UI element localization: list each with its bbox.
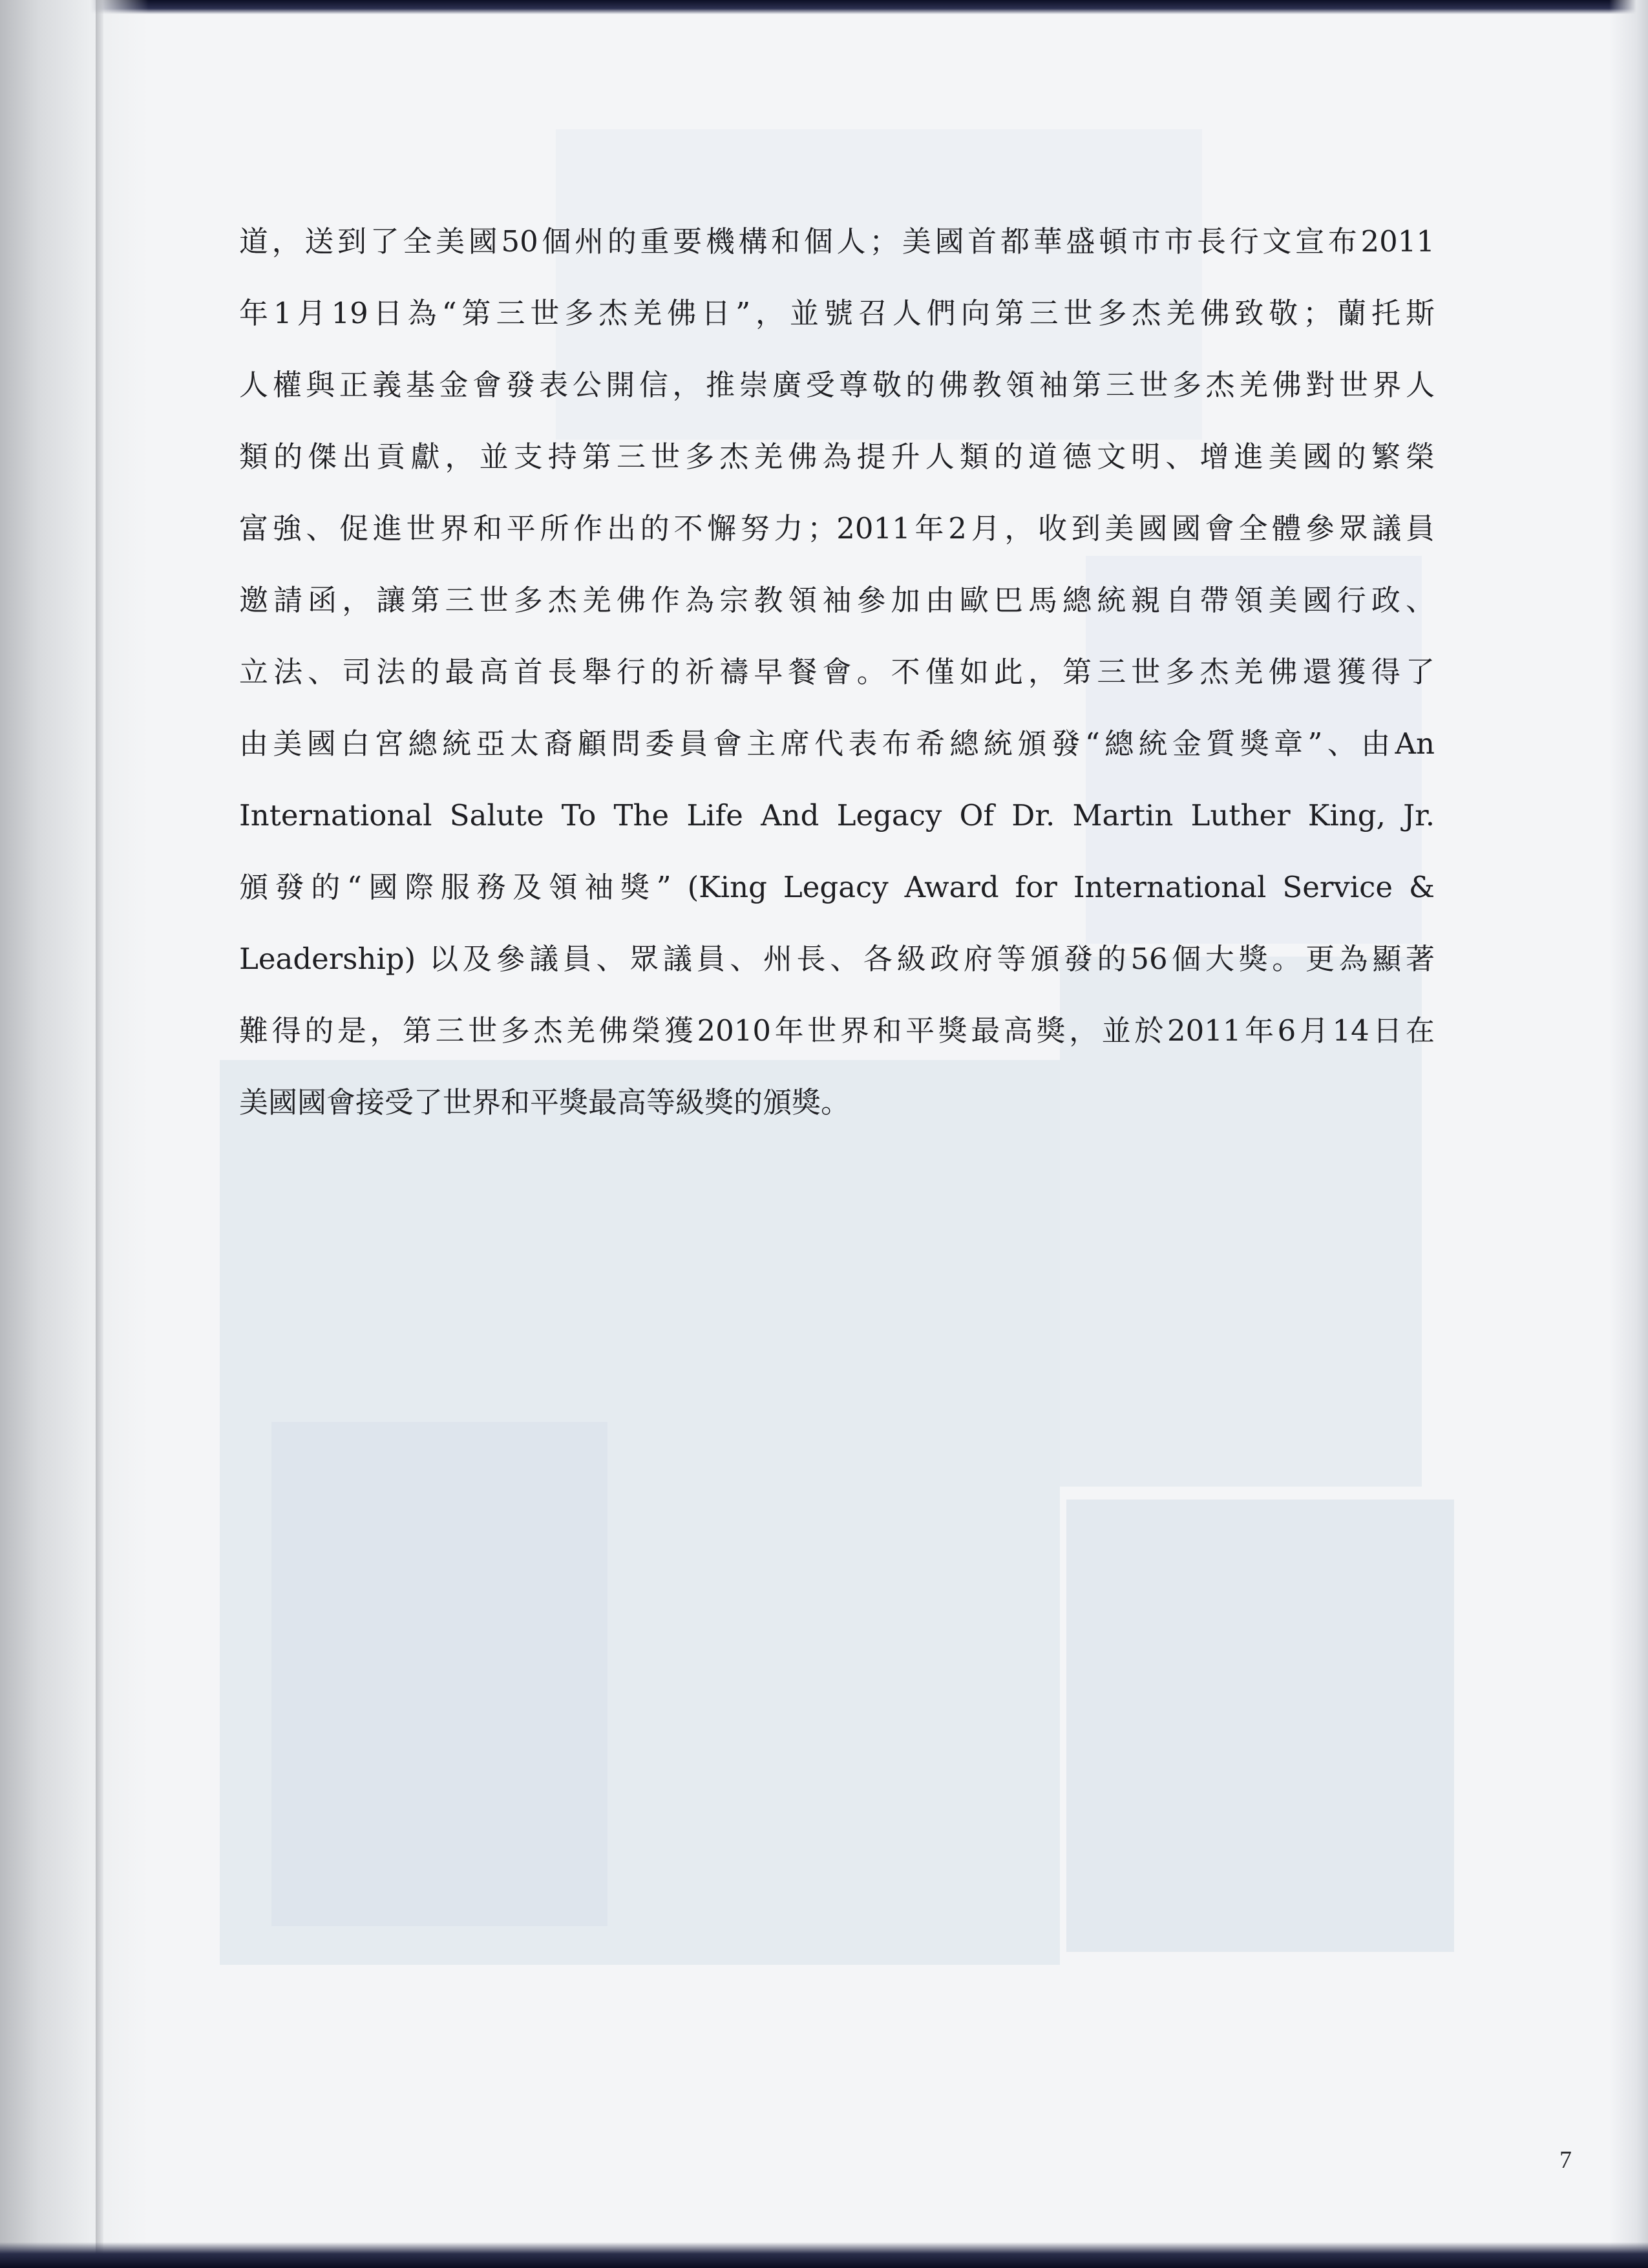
text-line: 頒發的“國際服務及領袖獎” (King Legacy Award for International Service & xyxy=(239,870,1435,904)
text-line: 類的傑出貢獻，並支持第三世多杰羌佛為提升人類的道德文明、增進美國的繁榮 xyxy=(239,440,1435,474)
text-line: 立法、司法的最高首長舉行的祈禱早餐會。不僅如此，第三世多杰羌佛還獲得了 xyxy=(239,655,1435,689)
book-gutter xyxy=(96,0,103,2268)
book-spine-shadow xyxy=(0,0,149,2268)
text-line: International Salute To The Life And Legacy Of Dr. Martin Luther King, Jr. xyxy=(239,798,1435,832)
show-through-photo xyxy=(1066,1500,1454,1952)
text-line: 富強、促進世界和平所作出的不懈努力；2011年2月，收到美國國會全體參眾議員 xyxy=(239,511,1435,546)
page-right-edge xyxy=(1609,0,1648,2268)
text-line: 年1月19日為“第三世多杰羌佛日”，並號召人們向第三世多杰羌佛致敬；蘭托斯 xyxy=(239,296,1435,330)
text-line: 道，送到了全美國50個州的重要機構和個人；美國首都華盛頓市市長行文宣布2011 xyxy=(239,224,1435,259)
text-line: 由美國白宮總統亞太裔顧問委員會主席代表布希總統頒發“總統金質獎章”、由An xyxy=(239,726,1435,761)
text-line: Leadership) 以及參議員、眾議員、州長、各級政府等頒發的56個大獎。更為顯著 xyxy=(239,942,1435,976)
show-through-photo xyxy=(271,1422,607,1926)
text-line: 難得的是，第三世多杰羌佛榮獲2010年世界和平獎最高獎，並於2011年6月14日在 xyxy=(239,1013,1435,1048)
page-number: 7 xyxy=(1559,2146,1572,2174)
body-paragraph xyxy=(239,206,1435,1138)
scan-top-edge xyxy=(0,0,1648,14)
scan-bottom-edge xyxy=(0,2242,1648,2268)
text-line: 邀請函，讓第三世多杰羌佛作為宗教領袖參加由歐巴馬總統親自帶領美國行政、 xyxy=(239,583,1435,617)
text-line: 美國國會接受了世界和平獎最高等級獎的頒獎。 xyxy=(239,1085,850,1119)
text-line: 人權與正義基金會發表公開信，推崇廣受尊敬的佛教領袖第三世多杰羌佛對世界人 xyxy=(239,368,1435,402)
